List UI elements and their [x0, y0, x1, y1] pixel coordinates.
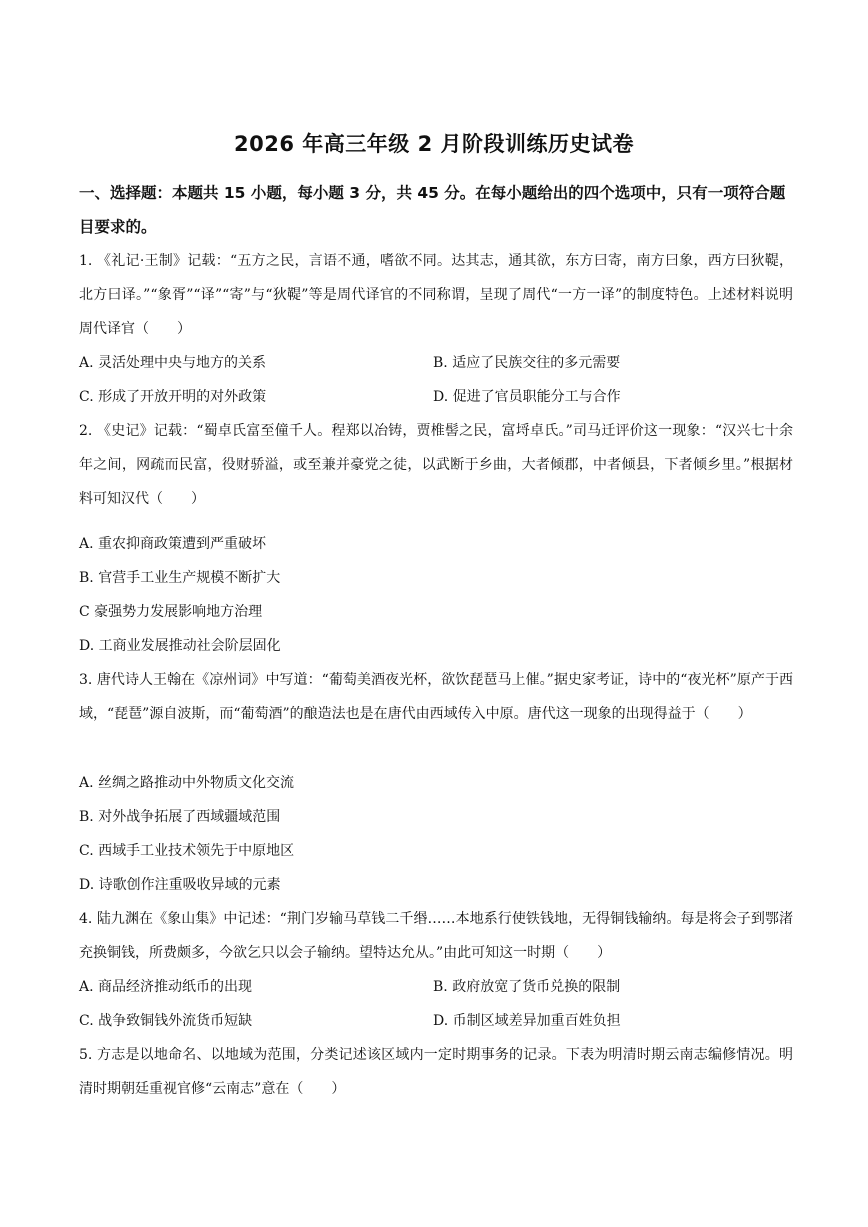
- question-4-option-b: B. 政府放宽了货币兑换的限制: [433, 979, 621, 995]
- question-3-option-b: B. 对外战争拓展了西域疆域范围: [79, 809, 281, 825]
- question-1-stem: 1. 《礼记·王制》记载：“五方之民，言语不通，嗜欲不同。达其志，通其欲，东方曰寄，南方曰象，西方曰狄鞮，北方曰译。”“象胥”“译”“寄”与“狄鞮”等是周代译官的不同称谓，呈现了周代“一方一译”的制度特色。上述材料说明周代译官（ ）: [79, 253, 793, 337]
- question-2-option-a: A. 重农抑商政策遭到严重破坏: [79, 536, 267, 552]
- exam-title: 2026 年高三年级 2 月阶段训练历史试卷: [234, 132, 634, 156]
- question-2-option-d: D. 工商业发展推动社会阶层固化: [79, 638, 281, 654]
- question-1-option-c: C. 形成了开放开明的对外政策: [79, 389, 267, 405]
- question-5-stem: 5. 方志是以地命名、以地域为范围，分类记述该区域内一定时期事务的记录。下表为明清时期云南志编修情况。明清时期朝廷重视官修“云南志”意在（ ）: [79, 1047, 793, 1097]
- question-3-option-d: D. 诗歌创作注重吸收异域的元素: [79, 877, 281, 893]
- question-4-option-c: C. 战争致铜钱外流货币短缺: [79, 1013, 253, 1029]
- question-2-option-c: C 豪强势力发展影响地方治理: [79, 604, 263, 620]
- question-1-option-d: D. 促进了官员职能分工与合作: [433, 389, 621, 405]
- question-4-option-a: A. 商品经济推动纸币的出现: [79, 979, 253, 995]
- question-1-option-b: B. 适应了民族交往的多元需要: [433, 355, 621, 371]
- question-3-option-c: C. 西域手工业技术领先于中原地区: [79, 843, 295, 859]
- question-2-option-b: B. 官营手工业生产规模不断扩大: [79, 570, 281, 586]
- question-2-stem: 2. 《史记》记载：“蜀卓氏富至僮千人。程郑以冶铸，贾椎髻之民，富埒卓氏。”司马迁评价这一现象：“汉兴七十余年之间，网疏而民富，役财骄溢，或至兼并豪党之徒，以武断于乡曲，大者倾郡，中者倾县，下者倾乡里。”根据材料可知汉代（ ）: [79, 423, 793, 507]
- question-4-option-d: D. 币制区域差异加重百姓负担: [433, 1013, 621, 1029]
- question-3-stem: 3. 唐代诗人王翰在《凉州词》中写道：“葡萄美酒夜光杯，欲饮琵琶马上催。”据史家考证，诗中的“夜光杯”原产于西域，“琵琶”源自波斯，而“葡萄酒”的酿造法也是在唐代由西域传入中原。唐代这一现象的出现得益于（ ）: [79, 672, 793, 722]
- section-heading: 一、选择题：本题共 15 小题，每小题 3 分，共 45 分。在每小题给出的四个选项中，只有一项符合题目要求的。: [79, 184, 786, 236]
- question-1-option-a: A. 灵活处理中央与地方的关系: [79, 355, 267, 371]
- question-3-option-a: A. 丝绸之路推动中外物质文化交流: [79, 775, 295, 791]
- question-4-stem: 4. 陆九渊在《象山集》中记述：“荆门岁输马草钱二千缗……本地系行使铁钱地，无得铜钱输纳。每是将会子到鄂渚充换铜钱，所费颇多，今欲乞只以会子输纳。望特达允从。”由此可知这一时期（ ）: [79, 911, 793, 961]
